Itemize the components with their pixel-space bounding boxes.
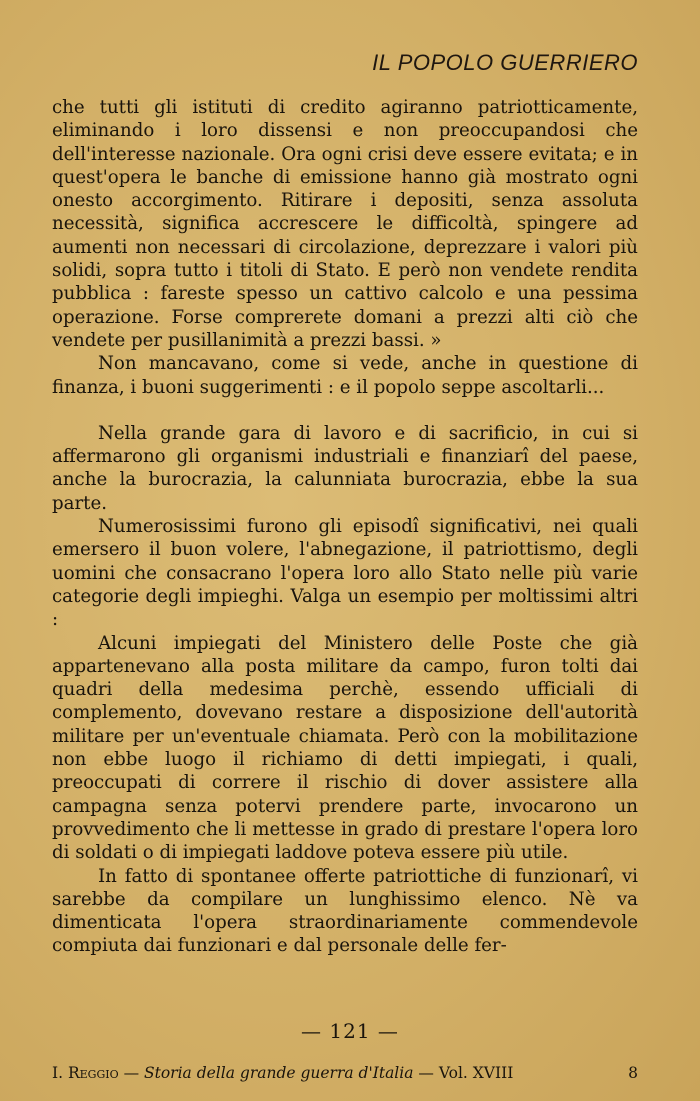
paragraph: Non mancavano, come si vede, anche in questione di finanza, i buoni suggerimenti : e il popolo seppe ascoltarli...: [52, 353, 638, 398]
paragraph: Numerosissimi furono gli episodî significativi, nei quali emersero il buon volere, l'abnegazione, il patriottismo, degli uomini che consacrano l'opera loro allo Stato nelle più varie categorie degli impieghi. Valga un esempio per moltissimi altri :: [52, 516, 638, 631]
dash-separator: —: [418, 1064, 434, 1082]
citation: [52, 1064, 513, 1082]
paragraph: Nella grande gara di lavoro e di sacrificio, in cui si affermarono gli organismi industriali e finanziarî del paese, anche la burocrazia, la calunniata burocrazia, ebbe la sua parte.: [52, 422, 638, 514]
body-text: [52, 96, 638, 958]
paragraph-continuation: che tutti gli istituti di credito agiranno patriotticamente, eliminando i loro dissensi e non preoccupandosi che dell'interesse nazionale. Ora ogni crisi deve essere evitata; e in quest'opera le banche di emissione hanno già mostrato ogni onesto accorgimento. Ritirare i depositi, senza assoluta necessità, significa accrescere le difficoltà, spingere ad aumenti non necessari di circolazione, deprezzare i valori più solidi, sopra tutto i titoli di Stato. E però non vendete rendita pubblica : fareste spesso un cattivo calcolo e una pessima operazione. Forse comprerete domani a prezzi alti ciò che vendete per pusillanimità a prezzi bassi. »: [52, 97, 638, 351]
page-number: — 121 —: [301, 1019, 399, 1043]
author-name: I. Reggio: [52, 1064, 119, 1082]
dash-separator: —: [123, 1064, 140, 1082]
paragraph: Alcuni impiegati del Ministero delle Poste che già appartenevano alla posta militare da campo, furon tolti dai quadri della medesima perchè, essendo ufficiali di complemento, dovevano restare a disposizione dell'autorità militare per un'eventuale chiamata. Però con la mobilitazione non ebbe luogo il richiamo di detti impiegati, i quali, preoccupati di correre il rischio di dover assistere alla campagna senza potervi prendere parte, invocarono un provvedimento che li mettesse in grado di prestare l'opera loro di soldati o di impiegati laddove poteva essere più utile.: [52, 632, 638, 864]
signature-mark: 8: [628, 1064, 638, 1082]
running-title: IL POPOLO GUERRIERO: [372, 50, 638, 75]
paragraph: In fatto di spontanee offerte patriottiche di funzionarî, vi sarebbe da compilare un lunghissimo elenco. Nè va dimenticata l'opera straordinariamente commendevole compiuta dai funzionari e dal personale delle fer-: [52, 865, 638, 957]
footer-signature-line: [52, 1064, 638, 1082]
book-title: Storia della grande guerra d'Italia: [144, 1064, 414, 1082]
volume-label: Vol. XVIII: [438, 1064, 514, 1082]
